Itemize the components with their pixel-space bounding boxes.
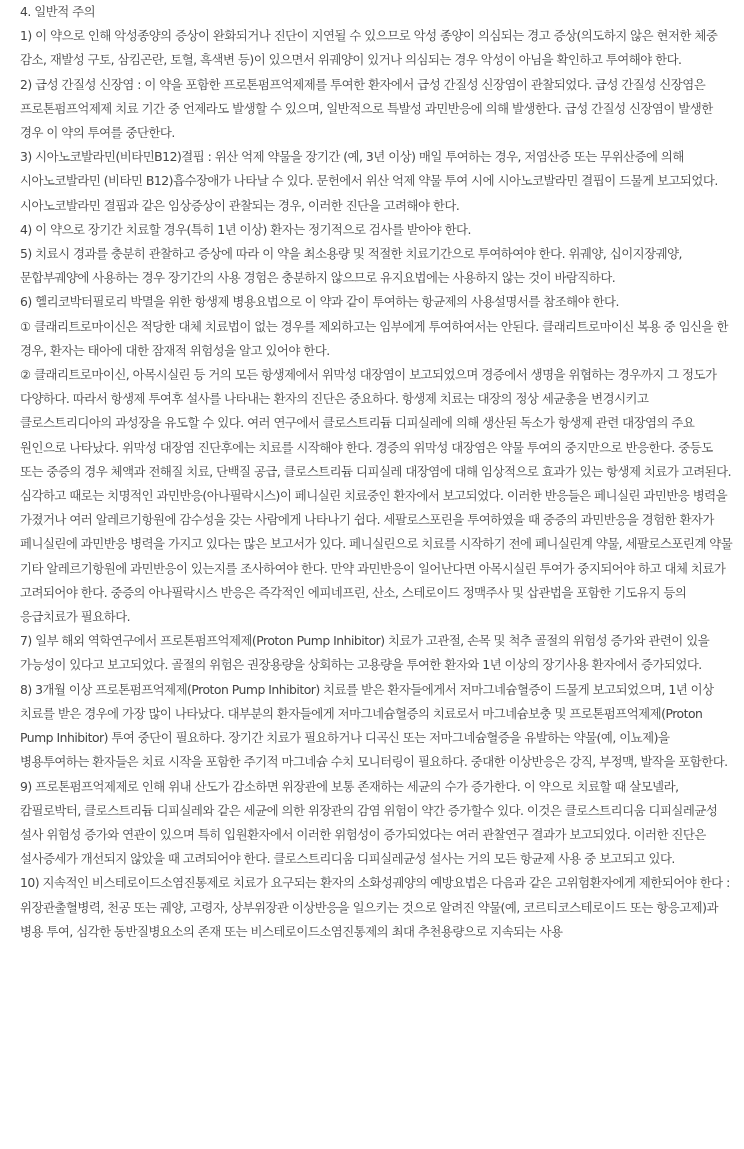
paragraph-9: 9) 프로톤펌프억제제로 인해 위내 산도가 감소하면 위장관에 보통 존재하는 세균의 수가 증가한다. 이 약으로 치료할 때 살모넬라, 캄필로박터, 클로스트리듐 디피실레와 같은 세균에 의한 위장관의 감염 위험이 약간 증가할수 있다. 이것은 클로스트리디움 디피실레균성 설사 위험성 증가와 연관이 있으며 특히 입원환자에서 이러한 위험성이 증가되었다는 여러 관찰연구 결과가 보고되었다. 이러한 진단은 설사증세가 개선되지 않았을 때 고려되어야 한다. 클로스트리디움 디피실레균성 설사는 거의 모든 항균제 사용 중 보고되고 있다. [20,778,718,867]
paragraph-2: 2) 급성 간질성 신장염 : 이 약을 포함한 프로톤펌프억제제를 투여한 환자에서 급성 간질성 신장염이 관찰되었다. 급성 간질성 신장염은 프로톤펌프억제제 치료 기간 중 언제라도 발생할 수 있으며, 일반적으로 특발성 과민반응에 의해 발생한다. 급성 간질성 신장염이 발생한 경우 이 약의 투여를 중단한다. [20,76,713,141]
paragraph-10: 10) 지속적인 비스테로이드소염진통제로 치료가 요구되는 환자의 소화성궤양의 예방요법은 다음과 같은 고위험환자에게 제한되어야 한다 : 위장관출혈병력, 천공 또는 궤양, 고령자, 상부위장관 이상반응을 일으키는 것으로 알려진 약물(예, 코르티코스테로이드 또는 항응고제)과 병용 투여, 심각한 동반질병요소의 존재 또는 비스테로이드소염진통제의 최대 추천용량으로 지속되는 사용 [20,875,730,939]
paragraph-4: 4) 이 약으로 장기간 치료할 경우(특히 1년 이상) 환자는 정기적으로 검사를 받아야 한다. [20,221,471,237]
paragraph-7: 7) 일부 해외 역학연구에서 프로톤펌프억제제(Proton Pump Inhibitor) 치료가 고관절, 손목 및 척추 골절의 위험성 증가와 관련이 있을 가능성이 있다고 보고되었다. 골절의 위험은 권장용량을 상회하는 고용량을 투여한 환자와 1년 이상의 장기사용 환자에서 증가되었다. [20,633,710,673]
paragraph-6-2: ② 클래리트로마이신, 아목시실린 등 거의 모든 항생제에서 위막성 대장염이 보고되었으며 경증에서 생명을 위협하는 경우까지 그 정도가 다양하다. 따라서 항생제 투여후 설사를 나타내는 환자의 진단은 중요하다. 항생제 치료는 대장의 정상 세균총을 변경시키고 클로스트리디아의 과성장을 유도할 수 있다. 여러 연구에서 클로스트리듐 디피실레에 의해 생산된 독소가 항생제 관련 대장염의 주요 원인으로 나타났다. 위막성 대장염 진단후에는 치료를 시작해야 한다. 경증의 위막성 대장염은 약물 투여의 중지만으로 반응한다. 중등도 또는 중증의 경우 체액과 전해질 치료, 단백질 공급, 클로스트리듐 디피실레 대장염에 대해 임상적으로 효과가 있는 항생제 치료가 고려된다. 심각하고 때로는 치명적인 과민반응(아나필락시스)이 페니실린 치료중인 환자에서 보고되었다. 이러한 반응들은 페니실린 과민반응 병력을 가졌거나 여러 알레르기항원에 감수성을 갖는 사람에게 나타나기 쉽다. 세팔로스포린을 투여하였을 때 중증의 과민반응을 경험한 환자가 페니실린에 과민반응 병력을 가지고 있다는 많은 보고서가 있다. 페니실린으로 치료를 시작하기 전에 페니실린계 약물, 세팔로스포린계 약물 기타 알레르기항원에 과민반응이 있는지를 조사하여야 한다. 만약 과민반응이 일어난다면 아목시실린 투여가 중지되어야 하고 대체 치료가 고려되어야 한다. 중증의 아나필락시스 반응은 즉각적인 에피네프린, 산소, 스테로이드 정맥주사 및 삽관법을 포함한 기도유지 등의 응급치료가 필요하다. [20,367,733,625]
paragraph-6-1: ① 클래리트로마이신은 적당한 대체 치료법이 없는 경우를 제외하고는 임부에게 투여하여서는 안된다. 클래리트로마이신 복용 중 임신을 한 경우, 환자는 태아에 대한 잠재적 위험성을 알고 있어야 한다. [20,318,728,358]
paragraph-5: 5) 치료시 경과를 충분히 관찰하고 증상에 따라 이 약을 최소용량 및 적절한 치료기간으로 투여하여야 한다. 위궤양, 십이지장궤양, 문합부궤양에 사용하는 경우 장기간의 사용 경험은 충분하지 않으므로 유지요법에는 사용하지 않는 것이 바람직하다. [20,246,682,286]
paragraph-8: 8) 3개월 이상 프로톤펌프억제제(Proton Pump Inhibitor) 치료를 받은 환자들에게서 저마그네슘혈증이 드물게 보고되었으며, 1년 이상 치료를 받은 경우에 가장 많이 나타났다. 대부분의 환자들에게 저마그네슘혈증의 치료로서 마그네슘보충 및 프로톤펌프억제제(Proton Pump Inhibitor) 투여 중단이 필요하다. 장기간 치료가 필요하거나 디곡신 또는 저마그네슘혈증을 유발하는 약물(예, 이뇨제)을 병용투여하는 환자들은 치료 시작을 포함한 주기적 마그네슘 수치 모니터링이 필요하다. 중대한 이상반응은 강직, 부정맥, 발작을 포함한다. [20,681,728,770]
paragraph-6: 6) 헬리코박터필로리 박멸을 위한 항생제 병용요법으로 이 약과 같이 투여하는 항균제의 사용설명서를 참조해야 한다. [20,294,619,310]
section-heading: 4. 일반적 주의 [20,4,96,19]
paragraph-1: 1) 이 약으로 인해 악성종양의 증상이 완화되거나 진단이 지연될 수 있으므로 악성 종양이 의심되는 경고 증상(의도하지 않은 현저한 체중 감소, 재발성 구토, 삼킴곤란, 토혈, 흑색변 등)이 있으면서 위궤양이 있거나 의심되는 경우 악성이 아님을 확인하고 투여해야 한다. [20,28,718,68]
paragraph-3: 3) 시아노코발라민(비타민B12)결핍 : 위산 억제 약물을 장기간 (예, 3년 이상) 매일 투여하는 경우, 저염산증 또는 무위산증에 의해 시아노코발라민 (비타민 B12)흡수장애가 나타날 수 있다. 문헌에서 위산 억제 약물 투여 시에 시아노코발라민 결핍이 드물게 보고되었다. 시아노코발라민 결핍과 같은 임상증상이 관찰되는 경우, 이러한 진단을 고려해야 한다. [20,149,718,213]
